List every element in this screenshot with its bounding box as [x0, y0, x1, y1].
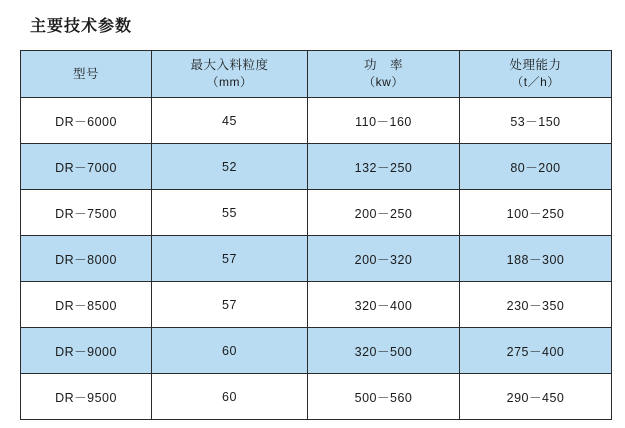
column-header-model-line1: 型号	[72, 66, 99, 81]
cell-feed-size: 52	[152, 144, 308, 190]
cell-power: 200－320	[308, 236, 460, 282]
column-header-feed-size	[152, 51, 308, 98]
column-header-capacity-line1: 处理能力	[509, 58, 562, 73]
column-header-feed-size-line1: 最大入料粒度	[190, 58, 269, 73]
column-header-capacity-line2: （t／h）	[511, 75, 560, 90]
cell-feed-size: 57	[152, 236, 308, 282]
table-header-row	[21, 51, 612, 98]
cell-capacity: 290－450	[460, 374, 612, 420]
cell-capacity: 53－150	[460, 98, 612, 144]
column-header-capacity	[460, 51, 612, 98]
cell-capacity: 230－350	[460, 282, 612, 328]
cell-feed-size: 55	[152, 190, 308, 236]
cell-power: 200－250	[308, 190, 460, 236]
column-header-feed-size-line2: （mm）	[206, 75, 253, 90]
table-row	[21, 98, 612, 144]
cell-model: DR－7500	[21, 190, 152, 236]
table-header	[21, 51, 612, 98]
table-row	[21, 190, 612, 236]
cell-power: 110－160	[308, 98, 460, 144]
cell-capacity: 100－250	[460, 190, 612, 236]
cell-model: DR－8000	[21, 236, 152, 282]
cell-feed-size: 60	[152, 328, 308, 374]
cell-feed-size: 45	[152, 98, 308, 144]
column-header-model	[21, 51, 152, 98]
cell-power: 320－400	[308, 282, 460, 328]
cell-feed-size: 57	[152, 282, 308, 328]
technical-parameters-table	[20, 50, 612, 420]
page-title: 主要技术参数	[30, 18, 133, 35]
cell-capacity: 188－300	[460, 236, 612, 282]
column-header-power-line2: （kw）	[363, 75, 404, 90]
cell-power: 132－250	[308, 144, 460, 190]
table-row	[21, 328, 612, 374]
cell-model: DR－6000	[21, 98, 152, 144]
cell-capacity: 80－200	[460, 144, 612, 190]
table-row	[21, 282, 612, 328]
cell-model: DR－7000	[21, 144, 152, 190]
table-row	[21, 374, 612, 420]
column-header-power	[308, 51, 460, 98]
cell-power: 320－500	[308, 328, 460, 374]
table-body	[21, 98, 612, 420]
cell-model: DR－8500	[21, 282, 152, 328]
cell-capacity: 275－400	[460, 328, 612, 374]
cell-power: 500－560	[308, 374, 460, 420]
spec-table-container	[20, 50, 608, 420]
table-row	[21, 144, 612, 190]
cell-model: DR－9000	[21, 328, 152, 374]
cell-feed-size: 60	[152, 374, 308, 420]
table-row	[21, 236, 612, 282]
column-header-power-line1: 功 率	[363, 58, 403, 73]
cell-model: DR－9500	[21, 374, 152, 420]
